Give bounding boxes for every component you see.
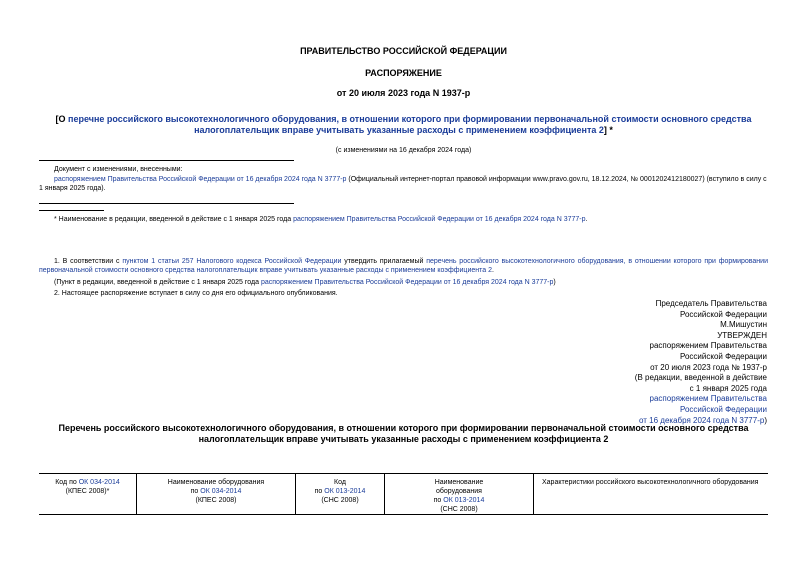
approved-edition-date: с 1 января 2025 года <box>689 383 767 393</box>
table-bottom-border <box>39 514 768 515</box>
list-link[interactable]: перечень российского высокотехнологичного оборудования, в отношении которого при формировании первоначальной стоимости основного средства налогоплательщик вправе учитывать указанные расходы с применением коэффициента 2 <box>39 258 768 274</box>
amendments-intro: Документ с изменениями, внесенными: <box>54 166 183 173</box>
ok013-link[interactable]: ОК 013-2014 <box>324 488 366 495</box>
c4-text-d: (СНС 2008) <box>440 506 478 513</box>
approved-edition: (В редакции, введенной в действие <box>634 373 767 383</box>
c1-text-b: (КПЕС 2008)* <box>65 488 110 495</box>
p1-note-text: (Пункт в редакции, введенной в действие с 1 января 2025 года <box>54 279 261 286</box>
divider <box>39 160 294 161</box>
col-name-okpd <box>137 474 296 514</box>
approved-by: распоряжением Правительства <box>649 341 767 351</box>
paragraph-1-note <box>54 278 768 287</box>
approved-amend-link-1[interactable]: распоряжением Правительства <box>649 394 767 404</box>
col-code-okof <box>296 474 385 514</box>
approved-org: Российской Федерации <box>680 351 767 361</box>
footnote-link[interactable]: распоряжением Правительства Российской Федерации от 16 декабря 2024 года N 3777-р <box>293 216 586 223</box>
signature-block <box>567 299 767 426</box>
document-date-number: от 20 июля 2023 года N 1937-р <box>336 88 471 98</box>
equipment-table <box>39 474 768 514</box>
approved-amend-link-2[interactable]: Российской Федерации <box>680 404 767 414</box>
document-title <box>50 114 757 136</box>
divider <box>39 203 294 204</box>
c4-text: Наименование <box>434 479 484 486</box>
document-type: РАСПОРЯЖЕНИЕ <box>365 68 442 78</box>
p1-text-a: 1. В соответствии с <box>54 258 123 265</box>
c3-text-b: по <box>314 488 325 495</box>
p1-note-end: ) <box>553 279 556 286</box>
government-title: ПРАВИТЕЛЬСТВО РОССИЙСКОЙ ФЕДЕРАЦИИ <box>300 46 507 56</box>
c2-text-c: (КПЕС 2008) <box>195 497 237 504</box>
c1-text: Код по <box>55 479 79 486</box>
c4-text-c: по <box>433 497 444 504</box>
c3-text-c: (СНС 2008) <box>321 497 359 504</box>
title-link[interactable]: перечне российского высокотехнологичного оборудования, в отношении которого при формировании первоначальной стоимости основного средства налогоплательщик вправе учитывать указанные расходы с применением коэффициента 2 <box>68 114 752 135</box>
footnote-end: . <box>585 216 588 223</box>
approved-date: от 20 июля 2023 года № 1937-р <box>650 362 767 372</box>
amendment-details: (Официальный интернет-портал правовой информации www.pravo.gov.ru, 18.12.2024, № 0001202412180027) (вступило в силу с 1 января 2025 года). <box>39 176 767 192</box>
ok034-link-2[interactable]: ОК 034-2014 <box>200 488 242 495</box>
paragraph-1 <box>39 257 768 275</box>
p1-text-c: . <box>491 267 494 274</box>
c5-text: Характеристики российского высокотехнологичного оборудования <box>542 479 759 486</box>
amendments-text <box>39 175 768 193</box>
footnote <box>54 215 768 224</box>
col-name-okof <box>385 474 534 514</box>
changes-note: (с изменениями на 16 декабря 2024 года) <box>335 147 472 154</box>
c2-text-b: по <box>190 488 201 495</box>
c3-text: Код <box>334 479 346 486</box>
c2-text: Наименование оборудования <box>167 479 265 486</box>
col-characteristics <box>534 474 769 514</box>
signature-org: Российской Федерации <box>680 309 767 319</box>
approved-amend-link-3[interactable]: от 16 декабря 2024 года N 3777-р <box>639 415 765 425</box>
p1-note-link[interactable]: распоряжением Правительства Российской Федерации от 16 декабря 2024 года N 3777-р <box>260 279 554 286</box>
col-code-okpd <box>39 474 137 514</box>
approved-label: УТВЕРЖДЕН <box>717 330 767 340</box>
p1-text-b: утвердить прилагаемый <box>341 258 427 265</box>
approved-end: ) <box>764 415 767 425</box>
list-title: Перечень российского высокотехнологичного оборудования, в отношении которого при формировании первоначальной стоимости основного средства налогоплательщик вправе учитывать указанные расходы с применением коэффициента 2 <box>58 423 749 444</box>
table-header-row <box>39 474 768 514</box>
paragraph-2: 2. Настоящее распоряжение вступает в силу со дня его официального опубликования. <box>54 290 338 297</box>
ok034-link[interactable]: ОК 034-2014 <box>78 479 120 486</box>
ok013-link-2[interactable]: ОК 013-2014 <box>443 497 485 504</box>
amendment-link[interactable]: распоряжением Правительства Российской Федерации от 16 декабря 2024 года N 3777-р <box>54 176 347 183</box>
signature-position: Председатель Правительства <box>655 299 767 308</box>
title-open: [О <box>55 114 69 124</box>
tax-code-link[interactable]: пунктом 1 статьи 257 Налогового кодекса Российской Федерации <box>122 258 342 265</box>
footnote-divider <box>39 210 104 211</box>
footnote-text: * Наименование в редакции, введенной в действие с 1 января 2025 года <box>54 216 294 223</box>
signature-name: М.Мишустин <box>720 320 767 330</box>
title-close: ] * <box>603 125 613 135</box>
c4-text-b: оборудования <box>436 488 482 495</box>
